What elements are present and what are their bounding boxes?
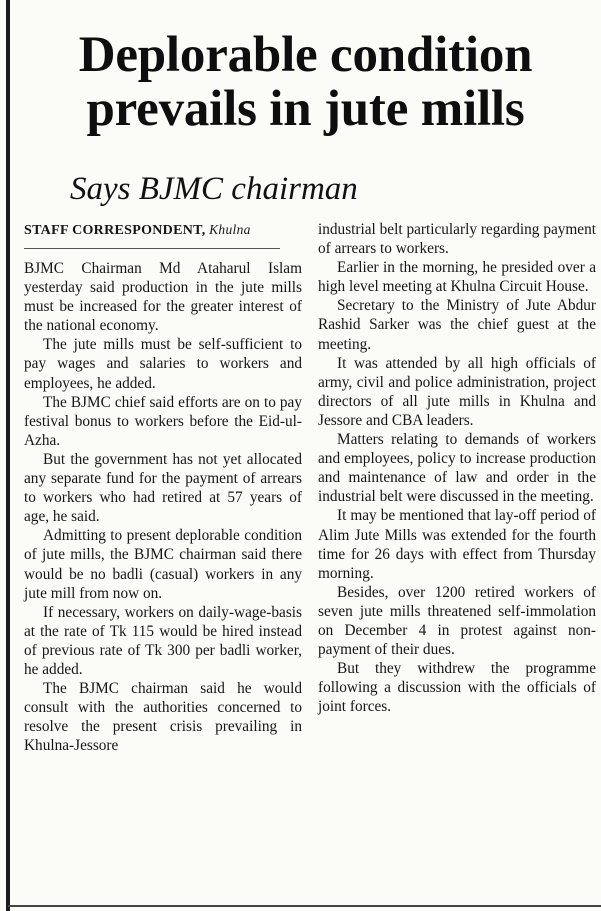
byline-divider [24, 248, 280, 249]
article-column-left [24, 220, 302, 755]
subheadline: Says BJMC chairman [70, 171, 358, 207]
paragraph: Besides, over 1200 retired workers of seven jute mills threatened self-immolation on December 4 in protest against non-payment of their dues. [318, 583, 596, 659]
paragraph: The BJMC chairman said he would consult with the authorities concerned to resolve the present crisis prevailing in Khulna-Jessore [24, 680, 302, 755]
paragraph: The BJMC chief said efforts are on to pay festival bonus to workers before the Eid-ul-Azha. [24, 393, 302, 449]
paragraph: But the government has not yet allocated any separate fund for the payment of arrears to workers who had retired at 57 years of age, he said. [24, 450, 302, 526]
paragraph: industrial belt particularly regarding payment of arrears to workers. [318, 221, 596, 258]
paragraph: Admitting to present deplorable condition of jute mills, the BJMC chairman said there would be no badli (casual) workers in any jute mill from now on. [24, 527, 302, 602]
paragraph: It may be mentioned that lay-off period of Alim Jute Mills was extended for the fourth time for 26 days with effect from Thursday morning. [318, 507, 596, 582]
byline-name: STAFF CORRESPONDENT, [24, 223, 206, 238]
article-column-right [318, 220, 596, 716]
bottom-border-rule [8, 905, 601, 907]
byline-location: Khulna [209, 222, 251, 237]
byline [24, 220, 302, 240]
paragraph: Secretary to the Ministry of Jute Abdur Rashid Sarker was the chief guest at the meeting. [318, 297, 596, 353]
headline: Deplorable condition prevails in jute mills [78, 27, 533, 137]
paragraph: Matters relating to demands of workers and employees, policy to increase production and maintenance of law and order in the industrial belt were discussed in the meeting. [318, 431, 596, 506]
paragraph: The jute mills must be self-sufficient to pay wages and salaries to workers and employees, he added. [24, 336, 302, 392]
paragraph: It was attended by all high officials of army, civil and police administration, project directors of all jute mills in Khulna and Jessore and CBA leaders. [318, 354, 596, 429]
paragraph: But they withdrew the programme following a discussion with the officials of joint forces. [318, 660, 596, 716]
paragraph: BJMC Chairman Md Ataharul Islam yesterday said production in the jute mills must be increased for the greater interest of the national economy. [24, 260, 302, 335]
paragraph: If necessary, workers on daily-wage-basis at the rate of Tk 115 would be hired instead of previous rate of Tk 300 per badli worker, he added. [24, 603, 302, 678]
paragraph: Earlier in the morning, he presided over a high level meeting at Khulna Circuit House. [318, 259, 596, 296]
left-border-rule [6, 0, 10, 911]
